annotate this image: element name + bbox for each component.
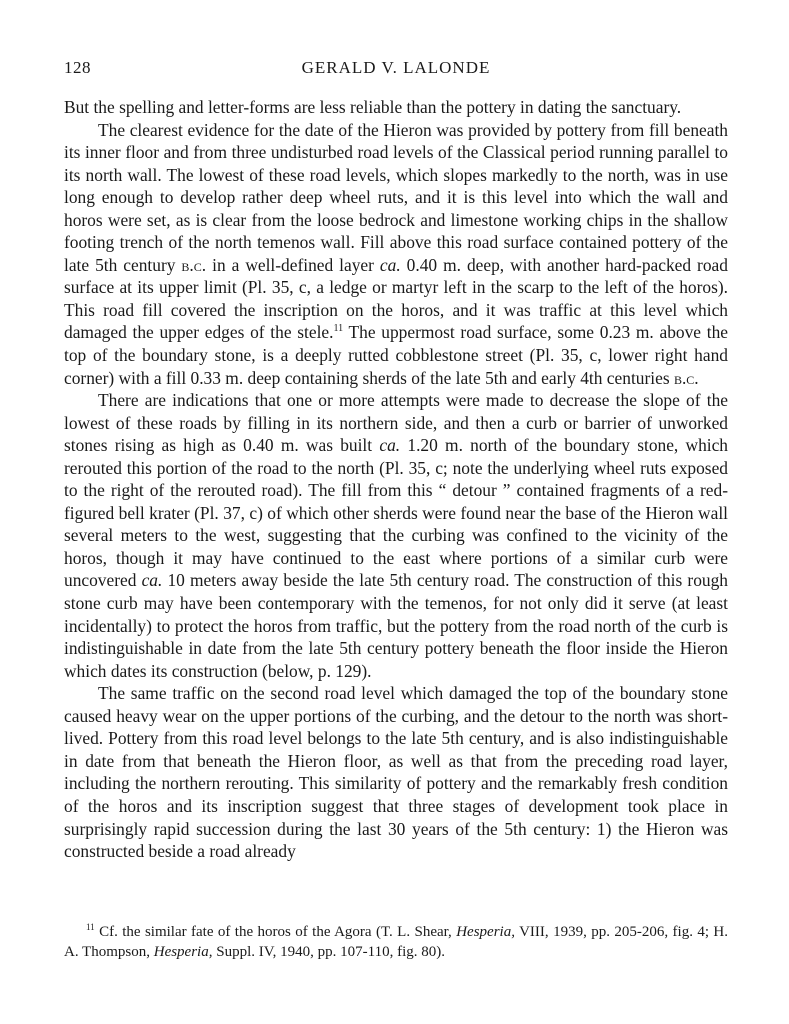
paragraph-3: There are indications that one or more attempts were made to decrease the slope of the lowest of these roads by filling in its northern side, and then a curb or barrier of unworked stones rising as high as 0.40 m. was built ca. 1.20 m. north of the boundary stone, which rerouted this portion of the road to the north (Pl. 35, c; note the underlying wheel ruts exposed to the right of the rerouted road). The fill from this “ detour ” contained fragments of a red-figured bell krater (Pl. 37, c) of which other sherds were found near the base of the Hieron wall several meters to the west, suggesting that the curbing was confined to the vicinity of the horos, though it may have continued to the east where portions of a similar curb were uncovered ca. 10 meters away beside the late 5th century road. The construction of this rough stone curb may have been contemporary with the temenos, for not only did it serve (at least incidentally) to protect the horos from traffic, but the pottery from the road north of the curb is indistinguishable in date from the late 5th century pottery beneath the floor inside the Hieron which dates its construction (below, p. 129). xyxy=(64,390,729,681)
paragraph-1-text: But the spelling and letter-forms are less reliable than the pottery in dating the sanctuary. xyxy=(64,97,682,117)
paragraph-4-text: The same traffic on the second road level which damaged the top of the boundary stone caused heavy wear on the upper portions of the curbing, and the detour to the north was short-lived. Pottery from this road level belongs to the late 5th century, and is also indistinguishable in date from that beneath the Hieron floor, as well as that from the preceding road layer, including the northern rerouting. This similarity of pottery and the remarkably fresh condition of the horos and its inscription suggest that three stages of development took place in surprisingly rapid succession during the last 30 years of the 5th century: 1) the Hieron was constructed beside a road already xyxy=(64,683,728,862)
page-number: 128 xyxy=(64,58,91,77)
circa-abbreviation: ca. xyxy=(379,254,401,275)
paragraph-1 xyxy=(64,96,728,119)
footnote-number: 11 xyxy=(86,922,95,932)
footnote-11: $^{11}$ Cf. the similar fate of the horos of the Agora (T. L. Shear, Hesperia, VIII, 1939, pp. 205-206, fig. 4; H. A. Thompson, Hesperia, Suppl. IV, 1940, pp. 107-110, fig. 80). xyxy=(64,922,728,960)
body-text xyxy=(64,96,728,863)
paragraph-4 xyxy=(64,682,728,862)
journal-title: Hesperia, xyxy=(456,924,515,940)
era-abbreviation: b.c. xyxy=(181,254,207,275)
footnote-reference[interactable]: 11 xyxy=(333,323,344,335)
paragraph-2: The clearest evidence for the date of the Hieron was provided by pottery from fill beneath its inner floor and from three undisturbed road levels of the Classical period running parallel to its north wall. The lowest of these road levels, which slopes markedly to the north, was in use long enough to develop rather deep wheel ruts, and it is this level into which the wall and horos were set, as is clear from the loose bedrock and limestone working chips in the shallow footing trench of the north temenos wall. Fill above this road surface contained pottery of the late 5th century b.c. in a well-defined layer ca. 0.40 m. deep, with another hard-packed road surface at its upper limit (Pl. 35, c, a ledge or martyr left in the scarp to the left of the horos). This road fill covered the inscription on the horos, and it was traffic at this level which damaged the upper edges of the stele.$^{11}$ The uppermost road surface, some 0.23 m. above the top of the boundary stone, is a deeply rutted cobblestone street (Pl. 35, c, lower right hand corner) with a fill 0.33 m. deep containing sherds of the late 5th and early 4th centuries b.c. xyxy=(64,119,728,388)
page xyxy=(64,58,729,960)
circa-abbreviation: ca. xyxy=(379,435,401,456)
journal-title: Hesperia, xyxy=(153,943,213,960)
circa-abbreviation: ca. xyxy=(141,570,163,591)
running-head xyxy=(64,58,728,82)
era-abbreviation: b.c. xyxy=(673,367,699,388)
running-head-author: GERALD V. LALONDE xyxy=(301,58,491,77)
